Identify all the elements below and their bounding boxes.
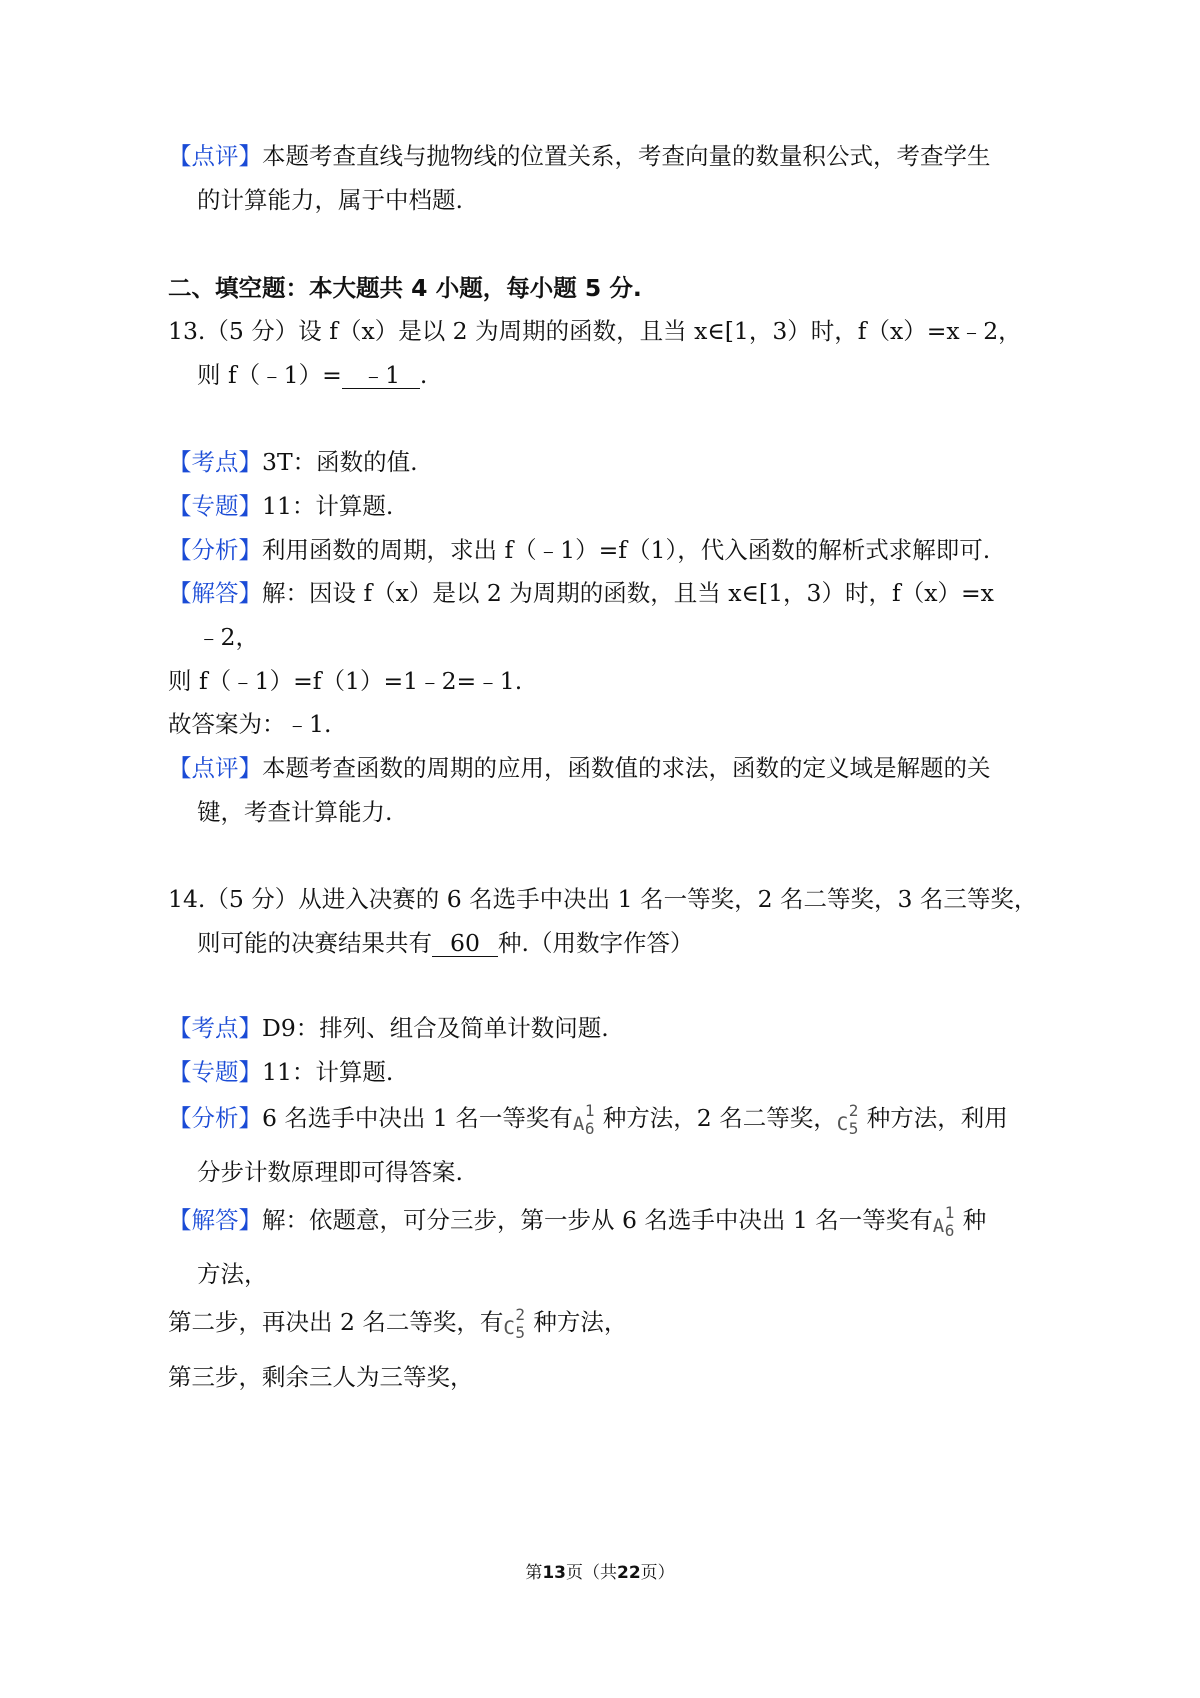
remark-line-2: 的计算能力，属于中档题. — [197, 186, 463, 214]
q13-jieda-line-1 — [168, 578, 994, 608]
remark-line-1 — [168, 141, 991, 171]
kaodian-text: D9：排列、组合及简单计数问题. — [262, 1014, 609, 1042]
permutation-symbol: A 1 6 — [572, 1101, 595, 1138]
combination-symbol: C 2 5 — [836, 1101, 859, 1138]
q14-suffix: 种.（用数字作答） — [498, 929, 694, 957]
footer-page-number: 13 — [542, 1563, 566, 1583]
q13-dianping-line-1 — [168, 753, 991, 783]
q13-answer-blank: ﹣1 — [342, 362, 420, 389]
q14-kaodian — [168, 1013, 609, 1043]
footer-suffix: 页） — [640, 1563, 675, 1583]
dianping-text: 本题考查函数的周期的应用，函数值的求法，函数的定义域是解题的关 — [262, 754, 991, 782]
q14-jieda-line-4: 第三步，剩余三人为三等奖， — [168, 1363, 474, 1391]
q13-jieda-line-3: 则 f（﹣1）=f（1）=1﹣2=﹣1. — [168, 667, 523, 695]
jieda-text-a: 解：依题意，可分三步，第一步从 6 名选手中决出 1 名一等奖有 — [262, 1206, 933, 1234]
dianping-tag: 【点评】 — [168, 754, 262, 782]
q13-jieda-line-2: ﹣2， — [197, 623, 259, 651]
page-footer — [0, 1558, 1200, 1583]
jieda-tag: 【解答】 — [168, 579, 262, 607]
q14-line-2 — [197, 928, 693, 958]
jieda-step2-b: 种方法， — [533, 1308, 628, 1336]
q14-fenxi-line-1 — [168, 1101, 1008, 1138]
footer-prefix: 第 — [525, 1563, 543, 1583]
kaodian-tag: 【考点】 — [168, 448, 262, 476]
q14-jieda-line-3 — [168, 1305, 628, 1342]
q13-dianping-line-2: 键，考查计算能力. — [197, 798, 393, 826]
q13-suffix: . — [419, 361, 428, 389]
q13-fenxi — [168, 535, 990, 565]
fenxi-text: 利用函数的周期，求出 f（﹣1）=f（1），代入函数的解析式求解即可. — [262, 536, 991, 564]
jieda-tag: 【解答】 — [168, 1206, 262, 1234]
q13-line-2 — [197, 360, 427, 390]
q14-prefix: 则可能的决赛结果共有 — [197, 929, 432, 957]
jieda-step2-a: 第二步，再决出 2 名二等奖，有 — [168, 1308, 504, 1336]
fenxi-tag: 【分析】 — [168, 1104, 262, 1132]
q13-line-1: 13.（5 分）设 f（x）是以 2 为周期的函数，且当 x∈[1，3）时，f（x）=x﹣2， — [168, 317, 1022, 345]
q14-zhuanti — [168, 1057, 393, 1087]
section-heading: 二、填空题：本大题共 4 小题，每小题 5 分. — [168, 274, 642, 302]
zhuanti-text: 11：计算题. — [262, 1058, 394, 1086]
footer-total-pages: 22 — [617, 1563, 641, 1583]
q13-zhuanti — [168, 491, 393, 521]
jieda-text-b: 种 — [962, 1206, 987, 1234]
zhuanti-tag: 【专题】 — [168, 492, 262, 520]
zhuanti-tag: 【专题】 — [168, 1058, 262, 1086]
footer-mid: 页（共 — [566, 1563, 617, 1583]
kaodian-text: 3T：函数的值. — [262, 448, 418, 476]
combination-symbol: C 2 5 — [503, 1305, 526, 1342]
jieda-text: 解：因设 f（x）是以 2 为周期的函数，且当 x∈[1，3）时，f（x）=x — [262, 579, 994, 607]
kaodian-tag: 【考点】 — [168, 1014, 262, 1042]
q14-answer-blank: 60 — [432, 930, 498, 957]
q14-jieda-line-2: 方法， — [197, 1260, 268, 1288]
fenxi-text-a: 6 名选手中决出 1 名一等奖有 — [262, 1104, 573, 1132]
q13-jieda-line-4: 故答案为：﹣1. — [168, 710, 332, 738]
fenxi-tag: 【分析】 — [168, 536, 262, 564]
permutation-symbol: A 1 6 — [932, 1203, 955, 1240]
q13-kaodian — [168, 447, 418, 477]
fenxi-text-b: 种方法，2 名二等奖， — [602, 1104, 837, 1132]
remark-tag: 【点评】 — [168, 142, 262, 170]
q14-jieda-line-1 — [168, 1203, 987, 1240]
fenxi-text-c: 种方法，利用 — [866, 1104, 1008, 1132]
q13-prefix: 则 f（﹣1）= — [197, 361, 342, 389]
q14-line-1: 14.（5 分）从进入决赛的 6 名选手中决出 1 名一等奖，2 名二等奖，3 名三等奖， — [168, 885, 1038, 913]
remark-text: 本题考查直线与抛物线的位置关系，考查向量的数量积公式，考查学生 — [262, 142, 991, 170]
q14-fenxi-line-2: 分步计数原理即可得答案. — [197, 1158, 463, 1186]
zhuanti-text: 11：计算题. — [262, 492, 394, 520]
